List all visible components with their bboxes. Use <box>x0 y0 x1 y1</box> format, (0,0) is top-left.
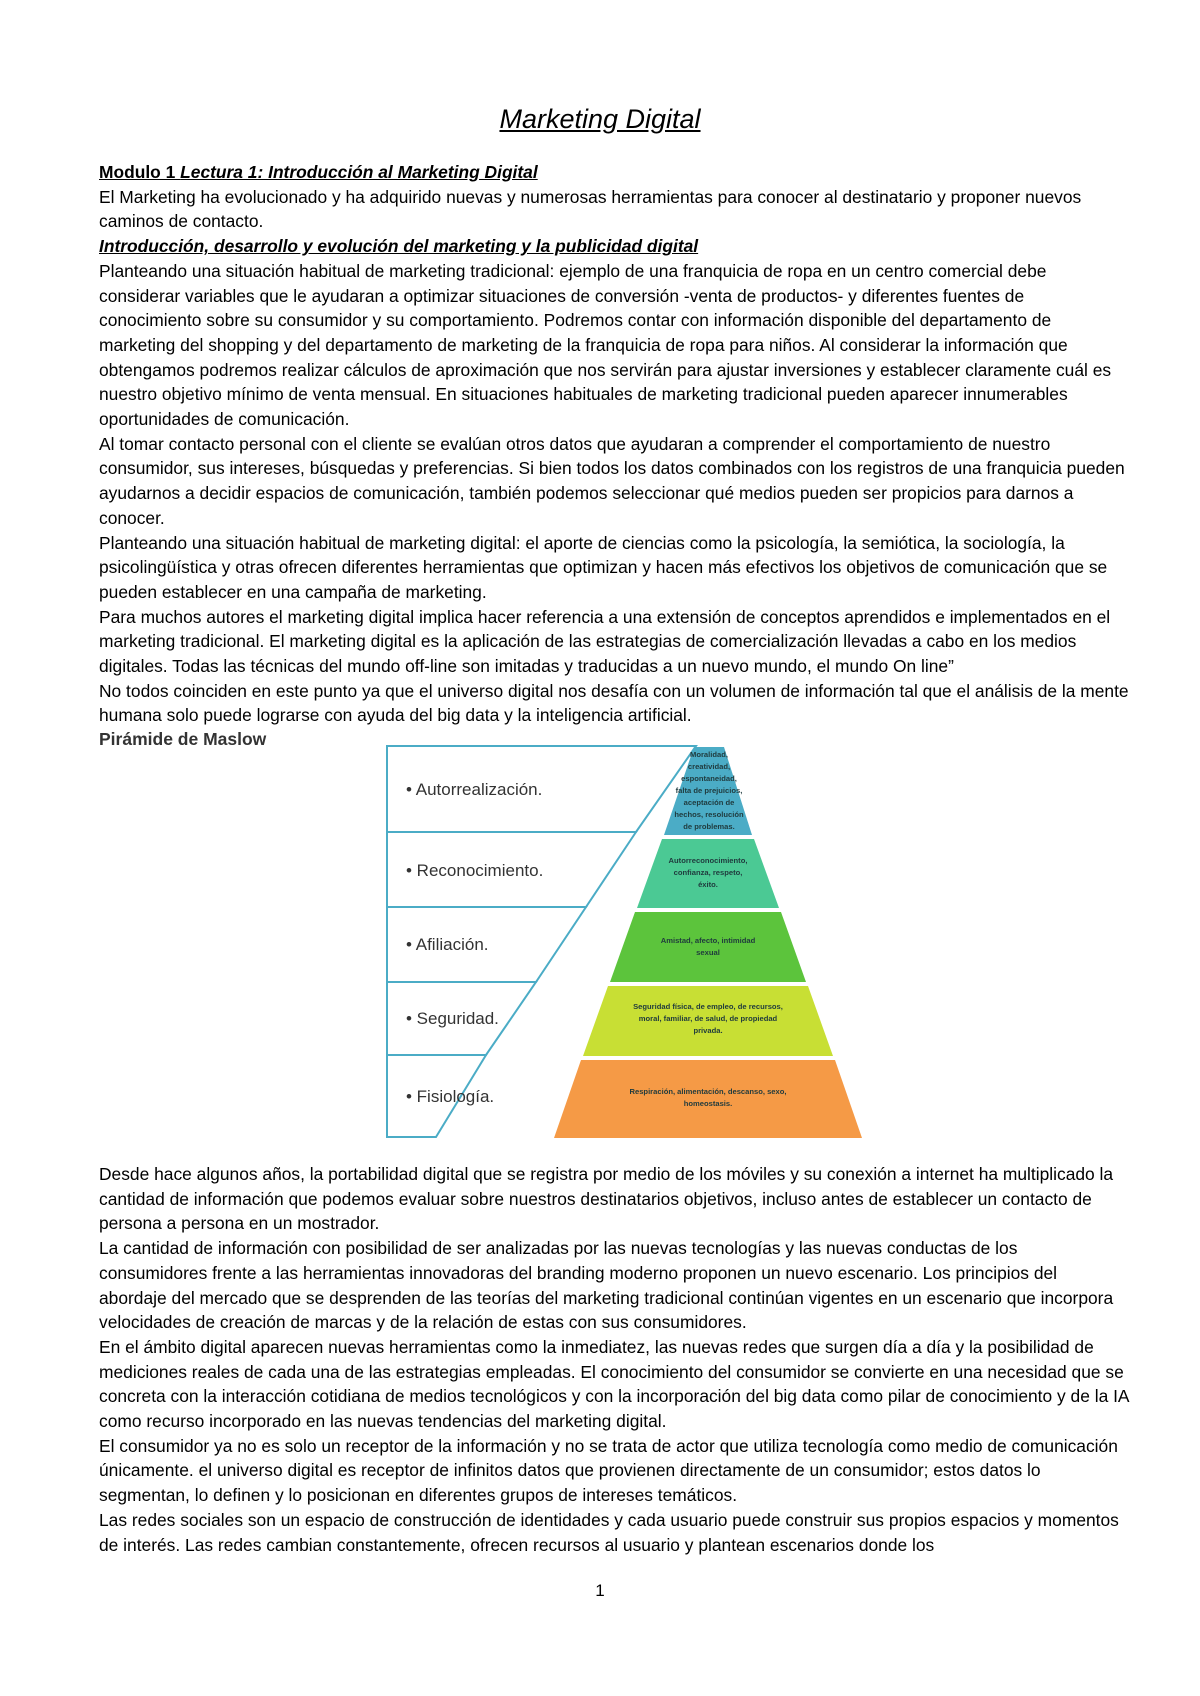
level-label: • Afiliación. <box>406 935 489 954</box>
pyramid-level-afiliacion <box>610 912 806 982</box>
top-text-block <box>99 160 1129 728</box>
level-description-line: confianza, respeto, <box>673 868 743 877</box>
bottom-text-block <box>99 1162 1129 1557</box>
level-description-line: espontaneidad, <box>681 774 737 783</box>
level-description-line: hechos, resolución <box>674 810 744 819</box>
level-description-line: sexual <box>696 948 720 957</box>
level-description-line: homeostasis. <box>683 1099 733 1108</box>
level-description-line: Respiración, alimentación, descanso, sexo, <box>629 1087 787 1096</box>
maslow-pyramid-diagram <box>386 745 916 1140</box>
intro-paragraph: El Marketing ha evolucionado y ha adquirido nuevas y numerosas herramientas para conocer al destinatario y proponer nuevos caminos de contacto. <box>99 186 1082 232</box>
paragraph: Desde hace algunos años, la portabilidad digital que se registra por medio de los móviles y su conexión a internet ha multiplicado la cantidad de información que podemos evaluar sobre nuestros destinatarios objetivos, incluso antes de establecer un contacto de persona a persona en un mostrador. <box>99 1164 1114 1234</box>
module-heading <box>99 160 1129 185</box>
level-description-line: Amistad, afecto, intimidad <box>660 936 756 945</box>
level-description-line: Moralidad, <box>690 750 728 759</box>
level-label: • Seguridad. <box>406 1009 499 1028</box>
paragraph: No todos coinciden en este punto ya que el universo digital nos desafía con un volumen de información tal que el análisis de la mente humana solo puede lograrse con ayuda del big data y la inteligencia artificial. <box>99 680 1129 726</box>
level-description-line: creatividad, <box>687 762 731 771</box>
level-description-line: falta de prejuicios, <box>675 786 743 795</box>
module-label: Modulo 1 <box>99 162 181 182</box>
paragraph: Para muchos autores el marketing digital implica hacer referencia a una extensión de conceptos aprendidos e implementados en el marketing tradicional. El marketing digital es la aplicación de las estrategias de comercialización llevadas a cabo en los medios digitales. Todas las técnicas del mundo off-line son imitadas y traducidas a un nuevo mundo, el mundo On line” <box>99 606 1111 677</box>
paragraph: Planteando una situación habitual de marketing digital: el aporte de ciencias como la psicología, la semiótica, la sociología, la psicolingüística y otras ofrecen diferentes herramientas que optimizan y hacen más efectivos los objetivos de comunicación que se pueden establecer en una campaña de marketing. <box>99 532 1108 602</box>
lecture-topic: : Introducción al Marketing Digital <box>257 162 538 182</box>
level-description-line: éxito. <box>698 880 718 889</box>
paragraph: Planteando una situación habitual de marketing tradicional: ejemplo de una franquicia de ropa en un centro comercial debe considerar variables que le ayudaran a optimizar situaciones de conversión -venta de productos- y diferentes fuentes de conocimiento sobre su consumidor y su comportamiento. Podremos contar con información disponible del departamento de marketing del shopping y del departamento de marketing de la franquicia de ropa para niños. Al considerar la información que obtengamos podremos realizar cálculos de aproximación que nos servirán para ajustar inversiones y establecer claramente cuál es nuestro objetivo mínimo de venta mensual. En situaciones habituales de marketing tradicional pueden aparecer innumerables oportunidades de comunicación. <box>99 260 1112 430</box>
level-label: • Fisiología. <box>406 1087 495 1106</box>
level-description-line: de problemas. <box>683 822 735 831</box>
level-label: • Reconocimiento. <box>406 861 544 880</box>
level-description-line: privada. <box>693 1026 723 1035</box>
paragraph: Al tomar contacto personal con el cliente se evalúan otros datos que ayudaran a comprender el comportamiento de nuestro consumidor, sus intereses, búsquedas y preferencias. Si bien todos los datos combinados con los registros de una franquicia pueden ayudarnos a decidir espacios de comunicación, también podemos seleccionar qué medios pueden ser propicios para darnos a conocer. <box>99 433 1125 528</box>
paragraph: La cantidad de información con posibilidad de ser analizadas por las nuevas tecnologías y las nuevas conductas de los consumidores frente a las herramientas innovadoras del branding moderno proponen un nuevo escenario. Los principios del abordaje del mercado que se desprenden de las teorías del marketing tradicional continúan vigentes en un escenario que incorpora velocidades de creación de marcas y de la relación de estas con sus consumidores. <box>99 1238 1114 1333</box>
level-description-line: aceptación de <box>683 798 735 807</box>
level-description-line: moral, familiar, de salud, de propiedad <box>638 1014 778 1023</box>
document-title: Marketing Digital <box>499 104 701 134</box>
level-description-line: Seguridad física, de empleo, de recursos, <box>633 1002 783 1011</box>
paragraph: El consumidor ya no es solo un receptor de la información y no se trata de actor que utiliza tecnología como medio de comunicación únicamente. el universo digital es receptor de infinitos datos que provienen directamente de un consumidor; estos datos lo segmentan, lo definen y lo posicionan en diferentes grupos de intereses temáticos. <box>99 1435 1118 1506</box>
level-label: • Autorrealización. <box>406 780 543 799</box>
level-description-line: Autorreconocimiento, <box>668 856 748 865</box>
lecture-label: Lectura 1 <box>180 162 258 182</box>
paragraph: En el ámbito digital aparecen nuevas herramientas como la inmediatez, las nuevas redes que surgen día a día y la posibilidad de mediciones reales de cada una de las estrategias empleadas. El conocimiento del consumidor se convierte en una necesidad que se concreta con la interacción cotidiana de medios tecnológicos y con la incorporación del big data como pilar de conocimiento y de la IA como recurso incorporado en las nuevas tendencias del marketing digital. <box>99 1336 1129 1432</box>
paragraph: Las redes sociales son un espacio de construcción de identidades y cada usuario puede construir sus propios espacios y momentos de interés. Las redes cambian constantemente, ofrecen recursos al usuario y plantean escenarios donde los <box>99 1509 1119 1555</box>
section-subheading: Introducción, desarrollo y evolución del marketing y la publicidad digital <box>99 236 699 257</box>
page-number: 1 <box>595 1581 605 1600</box>
maslow-title: Pirámide de Maslow <box>99 729 267 749</box>
